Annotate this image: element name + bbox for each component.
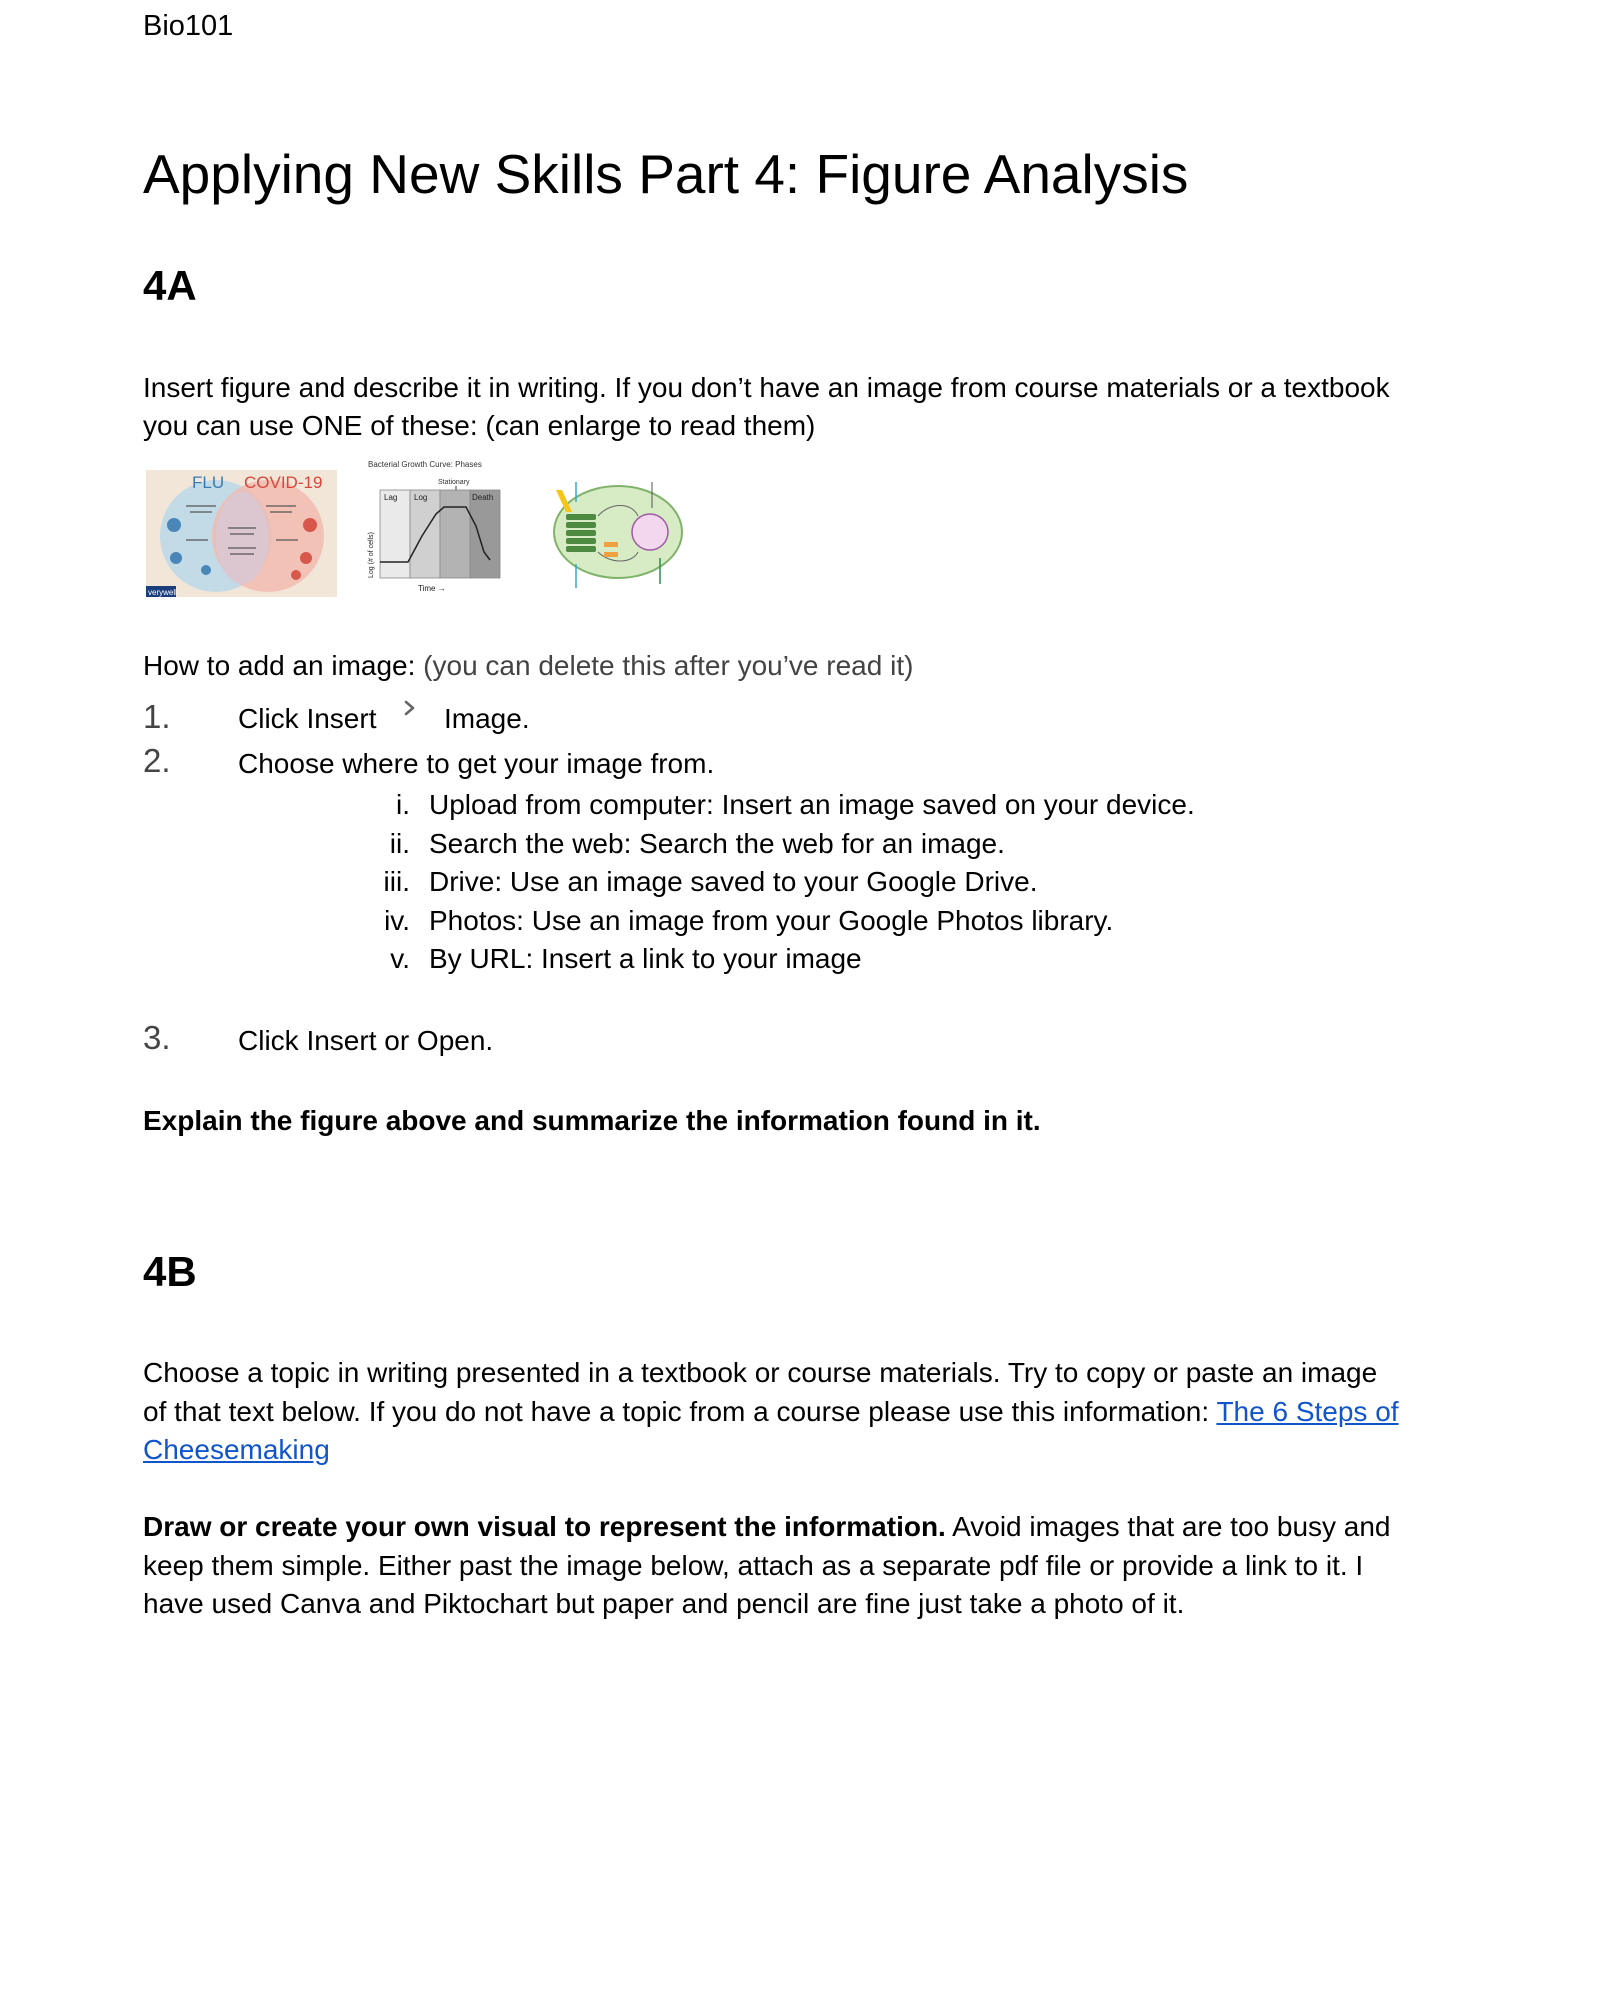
- page-title: Applying New Skills Part 4: Figure Analysis: [143, 143, 1189, 205]
- growth-curve-xlabel: Time →: [418, 584, 446, 593]
- substep-iv-text: Photos: Use an image from your Google Photos library.: [429, 905, 1114, 936]
- 4b-link-line2: [143, 1430, 330, 1469]
- 4b-para2-line1: [143, 1507, 1391, 1546]
- cheesemaking-link-cont[interactable]: Cheesemaking: [143, 1434, 330, 1465]
- substep-v-number: v.: [390, 943, 410, 974]
- substep-iv-number: iv.: [384, 905, 410, 936]
- section-heading-4a: 4A: [143, 262, 197, 309]
- growth-curve-ylabel: Log (# of cells): [368, 532, 375, 578]
- howto-colon: :: [407, 650, 416, 681]
- phase-death: Death: [472, 493, 494, 502]
- substep-i-number: i.: [396, 789, 410, 820]
- 4b-para2-line2: keep them simple. Either past the image below, attach as a separate pdf file or provide a link to it. I: [143, 1550, 1364, 1581]
- substep-ii-number: ii.: [389, 828, 410, 859]
- howto-heading: [143, 646, 913, 685]
- step-1-text-a: Click Insert: [238, 703, 377, 734]
- phase-stationary: Stationary: [438, 479, 470, 486]
- substep-ii-text: Search the web: Search the web for an image.: [429, 828, 1005, 859]
- step-1-text-b: Image.: [444, 703, 530, 734]
- 4b-para2-bold: Draw or create your own visual to represent the information.: [143, 1511, 946, 1542]
- section-heading-4b: 4B: [143, 1248, 197, 1295]
- step-2-number: 2.: [143, 742, 171, 779]
- phase-log: Log: [414, 493, 428, 502]
- explain-instruction: Explain the figure above and summarize the information found in it.: [143, 1105, 1041, 1136]
- 4b-para1-line2: [143, 1392, 1399, 1431]
- substep-iii-text: Drive: Use an image saved to your Google Drive.: [429, 866, 1038, 897]
- growth-curve-image[interactable]: [356, 456, 506, 596]
- substep-i-text: Upload from computer: Insert an image saved on your device.: [429, 789, 1195, 820]
- intro-line-1: Insert figure and describe it in writing. If you don’t have an image from course materials or a textbook: [143, 372, 1390, 403]
- 4b-para1-line2-text: of that text below. If you do not have a topic from a course please use this information:: [143, 1396, 1217, 1427]
- step-3-number: 3.: [143, 1019, 171, 1056]
- substep-v-text: By URL: Insert a link to your image: [429, 943, 862, 974]
- step-2-text: Choose where to get your image from.: [238, 748, 715, 779]
- 4b-para2-rest: Avoid images that are too busy and: [945, 1511, 1391, 1542]
- chevron-right-icon: [400, 697, 420, 721]
- phase-lag: Lag: [384, 493, 398, 502]
- howto-note: (you can delete this after you’ve read it): [415, 650, 914, 681]
- cheesemaking-link[interactable]: The 6 Steps of: [1216, 1396, 1399, 1427]
- growth-curve-title: Bacterial Growth Curve: Phases: [368, 460, 482, 469]
- flu-covid-image[interactable]: [146, 470, 337, 597]
- 4b-para1-line1: Choose a topic in writing presented in a textbook or course materials. Try to copy or paste an image: [143, 1357, 1378, 1388]
- chloroplast-image[interactable]: [546, 472, 686, 597]
- step-1-number: 1.: [143, 698, 171, 735]
- brand-label: verywell: [148, 588, 177, 597]
- 4b-para2-line3: have used Canva and Piktochart but paper and pencil are fine just take a photo of it.: [143, 1588, 1185, 1619]
- howto-label: How to add an image: [143, 650, 408, 681]
- course-header: Bio101: [143, 10, 234, 42]
- flu-label: FLU: [192, 473, 225, 492]
- step-3-text: Click Insert or Open.: [238, 1025, 494, 1056]
- substep-iii-number: iii.: [383, 866, 410, 897]
- covid-label: COVID-19: [244, 473, 323, 492]
- intro-line-2: you can use ONE of these: (can enlarge to read them): [143, 410, 816, 441]
